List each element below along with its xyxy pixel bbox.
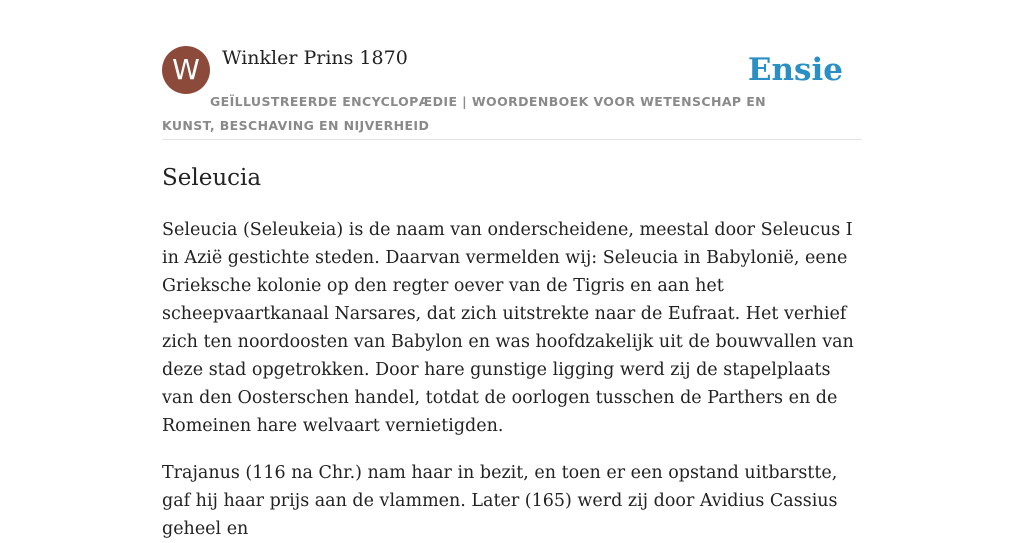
site-header [162, 46, 862, 140]
article-title: Seleucia [162, 165, 262, 191]
article [162, 160, 862, 543]
avatar[interactable]: W [162, 46, 210, 94]
article-paragraph: Trajanus (116 na Chr.) nam haar in bezit, en toen er een opstand uitbarstte, gaf hij haar prijs aan de vlammen. Later (165) werd zij door Avidius Cassius geheel en [162, 463, 838, 539]
article-paragraph: Seleucia (Seleukeia) is de naam van onderscheidene, meestal door Seleucus I in Azië gestichte steden. Daarvan vermelden wij: Seleucia in Babylonië, eene Grieksche kolonie op den regter oever van de Tigris en aan het scheepvaartkanaal Narsares, dat zich uitstrekte naar de Eufraat. Het verhief zich ten noordoosten van Babylon en was hoofdzakelijk uit de bouwvallen van deze stad opgetrokken. Door hare gunstige ligging werd zij de stapelplaats van den Oosterschen handel, totdat de oorlogen tusschen de Parthers en de Romeinen hare welvaart vernietigden. [162, 220, 854, 436]
site-subtitle: GEÏLLUSTREERDE ENCYCLOPÆDIE | WOORDENBOEK VOOR WETENSCHAP EN KUNST, BESCHAVING EN NIJVERHEID [162, 94, 767, 133]
site-title[interactable]: Winkler Prins 1870 [222, 47, 408, 69]
brand-logo[interactable]: Ensie [747, 52, 843, 88]
